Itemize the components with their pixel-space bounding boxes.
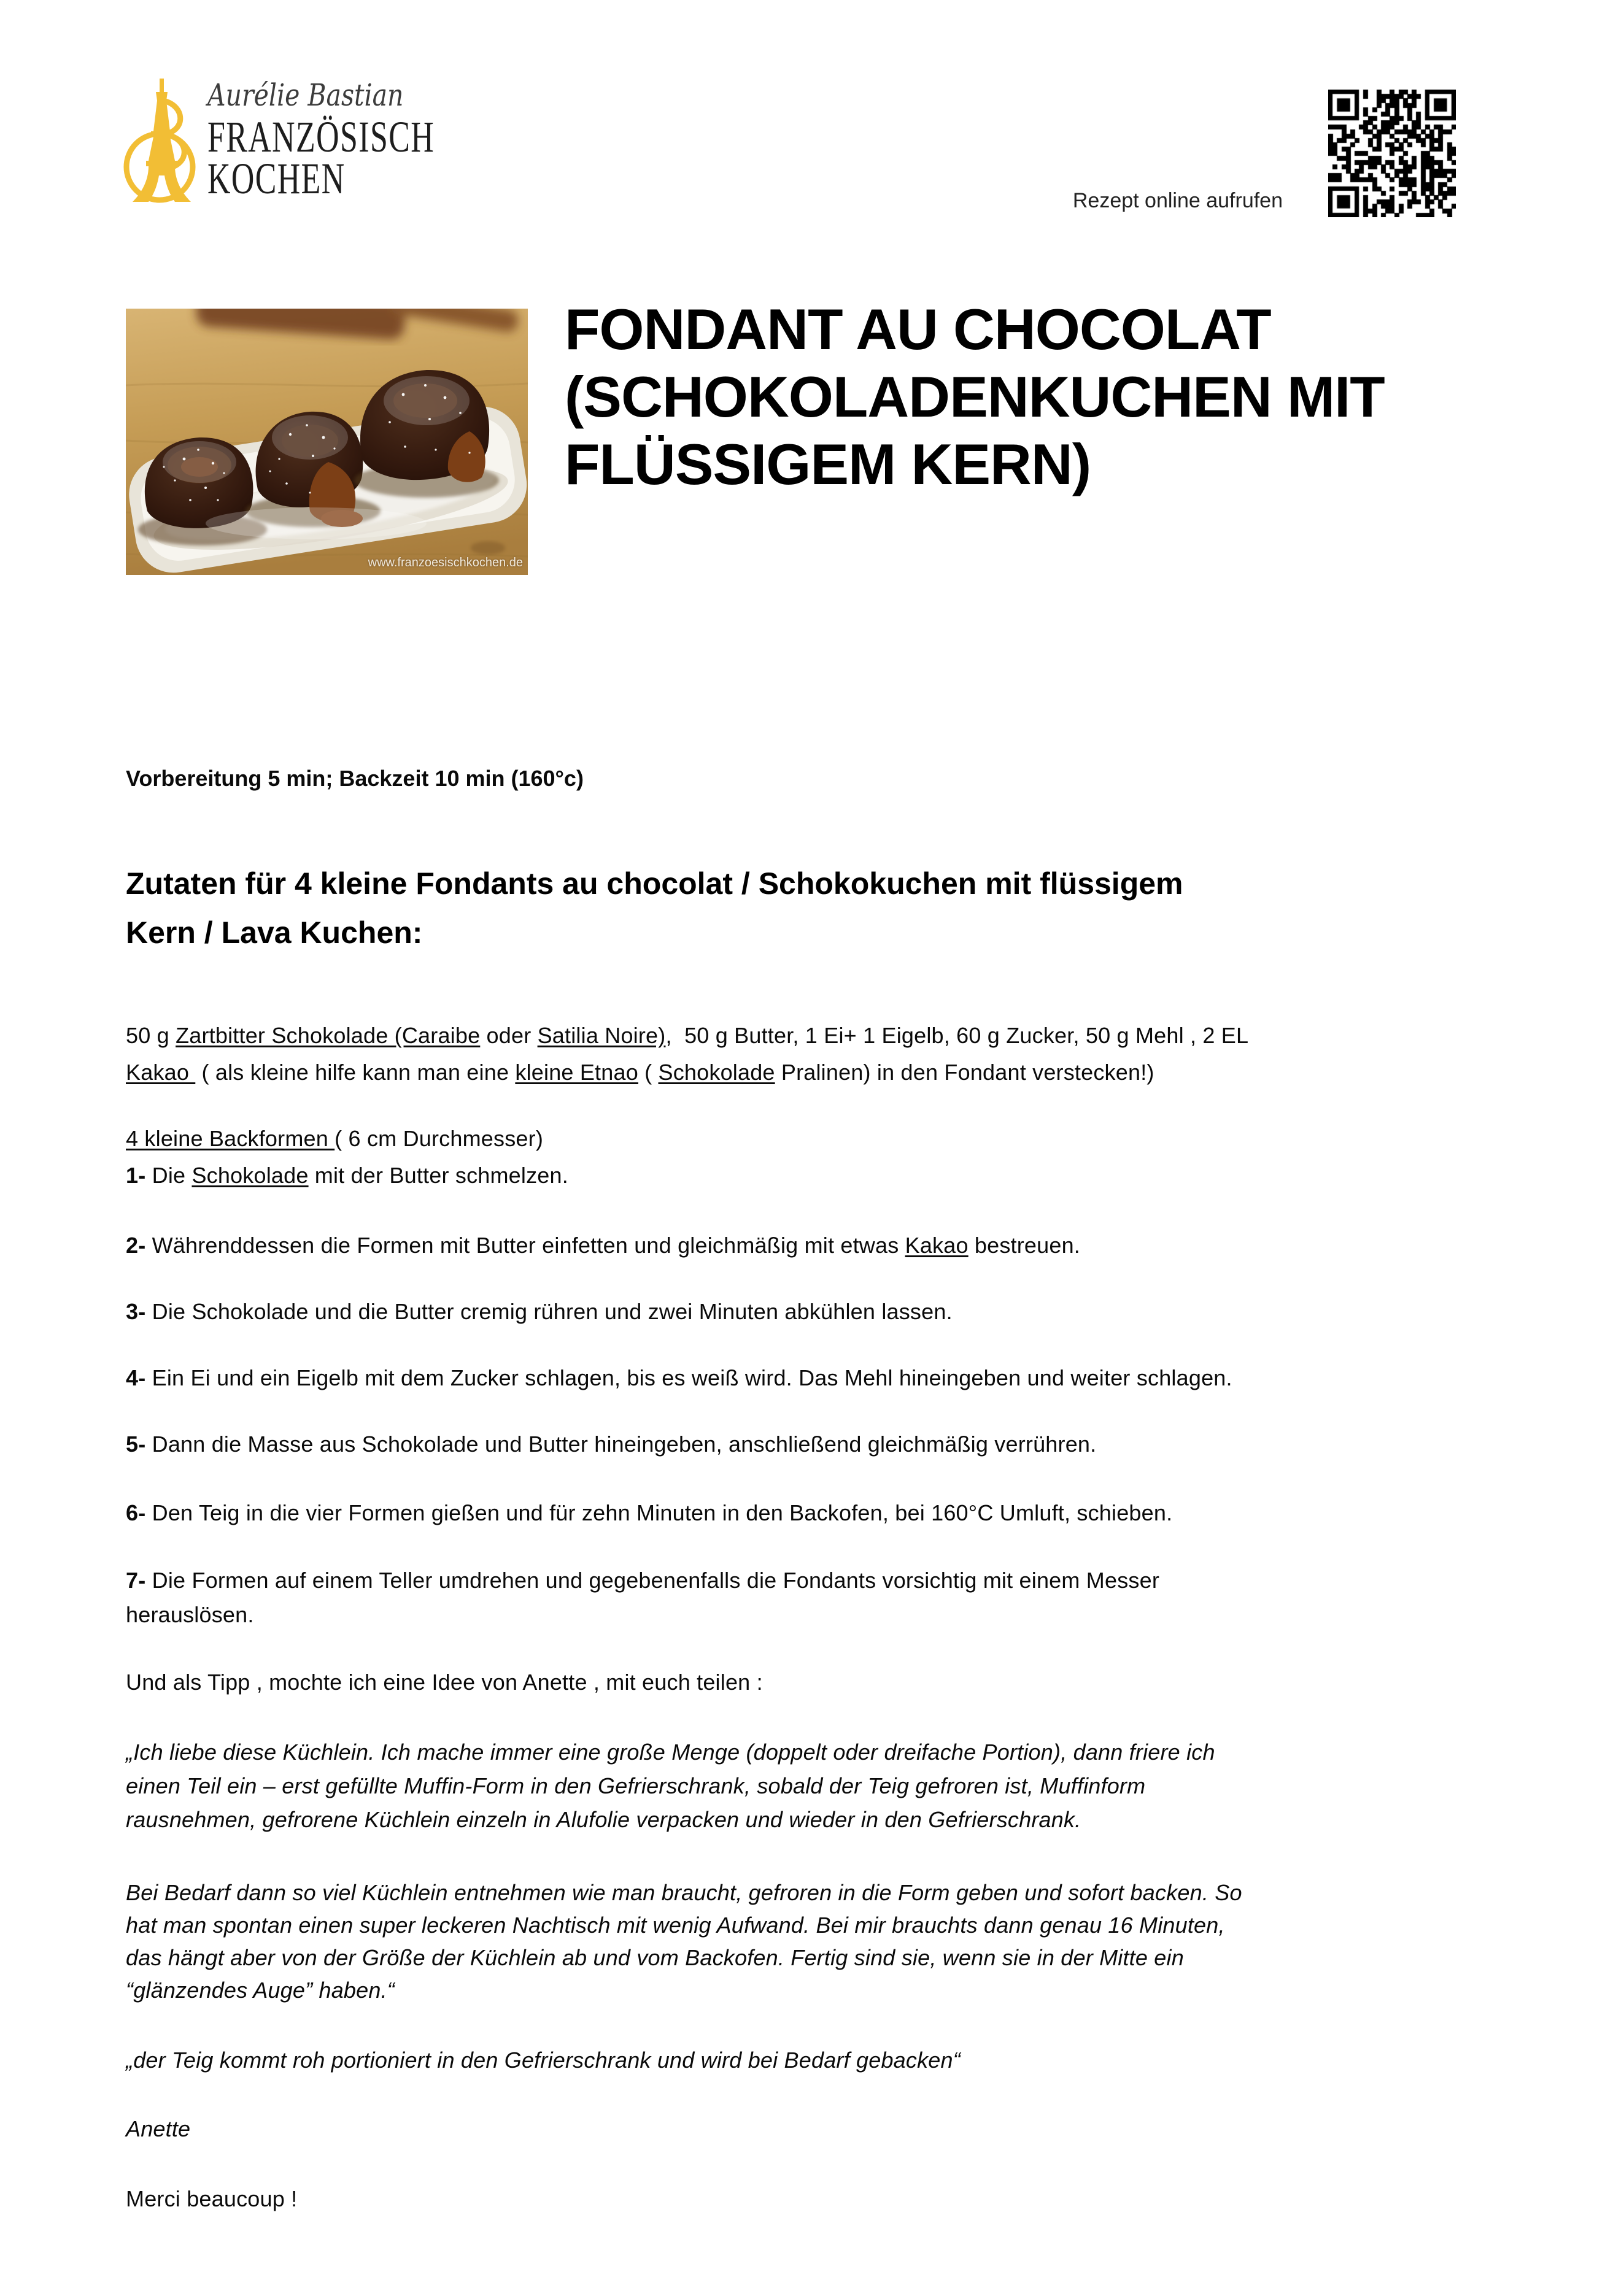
text-segment: 2- <box>126 1233 146 1258</box>
ingredients-heading-line-1: Zutaten für 4 kleine Fondants au chocolat / Schokokuchen mit flüssigem <box>126 866 1183 901</box>
inline-link[interactable]: Kakao <box>905 1233 969 1258</box>
text-segment: Merci beaucoup ! <box>126 2186 298 2211</box>
text-segment: mit der Butter schmelzen. <box>308 1163 568 1188</box>
inline-link[interactable]: Zartbitter Schokolade (Caraibe <box>176 1023 481 1048</box>
text-segment: ( <box>638 1060 659 1085</box>
step-3 <box>126 1296 1519 1328</box>
text-segment: rausnehmen, gefrorene Küchlein einzeln in Alufolie verpacken und wieder in den Gefrierschrank. <box>126 1807 1081 1832</box>
text-segment: Die <box>145 1163 192 1188</box>
text-segment: 4- <box>126 1365 146 1390</box>
text-segment: 6- <box>126 1500 146 1525</box>
inline-link[interactable]: kleine Etnao <box>515 1060 638 1085</box>
inline-link[interactable]: 4 kleine Backformen <box>126 1126 335 1151</box>
text-segment: Die Formen auf einem Teller umdrehen und gegebenenfalls die Fondants vorsichtig mit einem Messer <box>145 1568 1160 1593</box>
text-segment: Bei Bedarf dann so viel Küchlein entnehmen wie man braucht, gefroren in die Form geben und sofort backen. So <box>126 1880 1242 1905</box>
recipe-photo <box>126 309 528 575</box>
inline-link[interactable]: Kakao <box>126 1060 196 1085</box>
lava-cake-photo-illustration <box>126 309 528 575</box>
step-2 <box>126 1230 1519 1262</box>
text-segment: ( als kleine hilfe kann man eine <box>195 1060 516 1085</box>
step-4 <box>126 1362 1519 1394</box>
text-segment: das hängt aber von der Größe der Küchlein ab und vom Backofen. Fertig sind sie, wenn sie in der Mitte ein <box>126 1945 1184 1970</box>
text-segment: herauslösen. <box>126 1602 254 1627</box>
brand-logo <box>123 72 626 214</box>
brand-word-kochen: KOCHEN <box>207 154 346 203</box>
text-segment: Ein Ei und ein Eigelb mit dem Zucker schlagen, bis es weiß wird. Das Mehl hineingeben und weiter schlagen. <box>145 1365 1232 1390</box>
inline-link[interactable]: Satilia Noire) <box>537 1023 666 1048</box>
quote-paragraph-2 <box>126 1876 1519 2006</box>
title-line-1: FONDANT AU CHOCOLAT <box>565 297 1271 361</box>
page-title <box>565 296 1522 498</box>
text-segment: „der Teig kommt roh portioniert in den Gefrierschrank und wird bei Bedarf gebacken“ <box>126 2048 961 2073</box>
text-segment: „Ich liebe diese Küchlein. Ich mache immer eine große Menge (doppelt oder dreifache Portion), dann friere ich <box>126 1739 1215 1765</box>
ingredients-paragraph <box>126 1017 1519 1091</box>
bakeware-and-step-1 <box>126 1120 1519 1194</box>
text-segment: Und als Tipp , mochte ich eine Idee von Anette , mit euch teilen : <box>126 1670 763 1695</box>
quote-paragraph-1 <box>126 1735 1519 1836</box>
quote-paragraph-3 <box>126 2044 1519 2076</box>
ingredients-heading-line-2: Kern / Lava Kuchen: <box>126 915 423 950</box>
step-5 <box>126 1428 1519 1460</box>
brand-script-name: Aurélie Bastian <box>207 77 404 113</box>
text-segment: , 50 g Butter, 1 Ei+ 1 Eigelb, 60 g Zucker, 50 g Mehl , 2 EL <box>665 1023 1249 1048</box>
text-segment: Die Schokolade und die Butter cremig rühren und zwei Minuten abkühlen lassen. <box>145 1299 953 1324</box>
photo-watermark: www.franzoesischkochen.de <box>368 556 523 569</box>
step-7 <box>126 1563 1519 1632</box>
qr-code <box>1328 90 1456 217</box>
text-segment: einen Teil ein – erst gefüllte Muffin-Form in den Gefrierschrank, sobald der Teig gefroren ist, Muffinform <box>126 1773 1146 1798</box>
text-segment: Anette <box>126 2116 191 2141</box>
thanks-line <box>126 2183 1519 2215</box>
qr-caption: Rezept online aufrufen <box>1072 189 1283 212</box>
ingredients-heading <box>126 859 1519 957</box>
prep-time-line: Vorbereitung 5 min; Backzeit 10 min (160°c) <box>126 766 584 791</box>
step-6 <box>126 1497 1519 1529</box>
text-segment: Dann die Masse aus Schokolade und Butter hineingeben, anschließend gleichmäßig verrühren. <box>145 1431 1097 1457</box>
text-segment: 3- <box>126 1299 146 1324</box>
text-segment: hat man spontan einen super leckeren Nachtisch mit wenig Aufwand. Bei mir brauchts dann genau 16 Minuten, <box>126 1913 1225 1938</box>
text-segment: 50 g <box>126 1023 176 1048</box>
brand-word-franzoesisch: FRANZÖSISCH <box>207 112 435 161</box>
text-segment: Währenddessen die Formen mit Butter einfetten und gleichmäßig mit etwas <box>145 1233 905 1258</box>
text-segment: 7- <box>126 1568 146 1593</box>
text-segment: 5- <box>126 1431 146 1457</box>
inline-link[interactable]: Schokolade <box>658 1060 775 1085</box>
text-segment: 1- <box>126 1163 146 1188</box>
title-line-3: FLÜSSIGEM KERN) <box>565 432 1091 496</box>
text-segment: Pralinen) in den Fondant verstecken!) <box>775 1060 1154 1085</box>
tip-intro <box>126 1666 1519 1698</box>
inline-link[interactable]: Schokolade <box>191 1163 309 1188</box>
eiffel-tower-icon <box>123 75 203 205</box>
signature-anette <box>126 2113 1519 2145</box>
text-segment: ( 6 cm Durchmesser) <box>334 1126 544 1151</box>
text-segment: Den Teig in die vier Formen gießen und für zehn Minuten in den Backofen, bei 160°C Umluft, schieben. <box>145 1500 1173 1525</box>
text-segment: bestreuen. <box>968 1233 1081 1258</box>
text-segment: “glänzendes Auge” haben.“ <box>126 1978 395 2003</box>
title-line-2: (SCHOKOLADENKUCHEN MIT <box>565 364 1385 429</box>
text-segment: oder <box>480 1023 538 1048</box>
